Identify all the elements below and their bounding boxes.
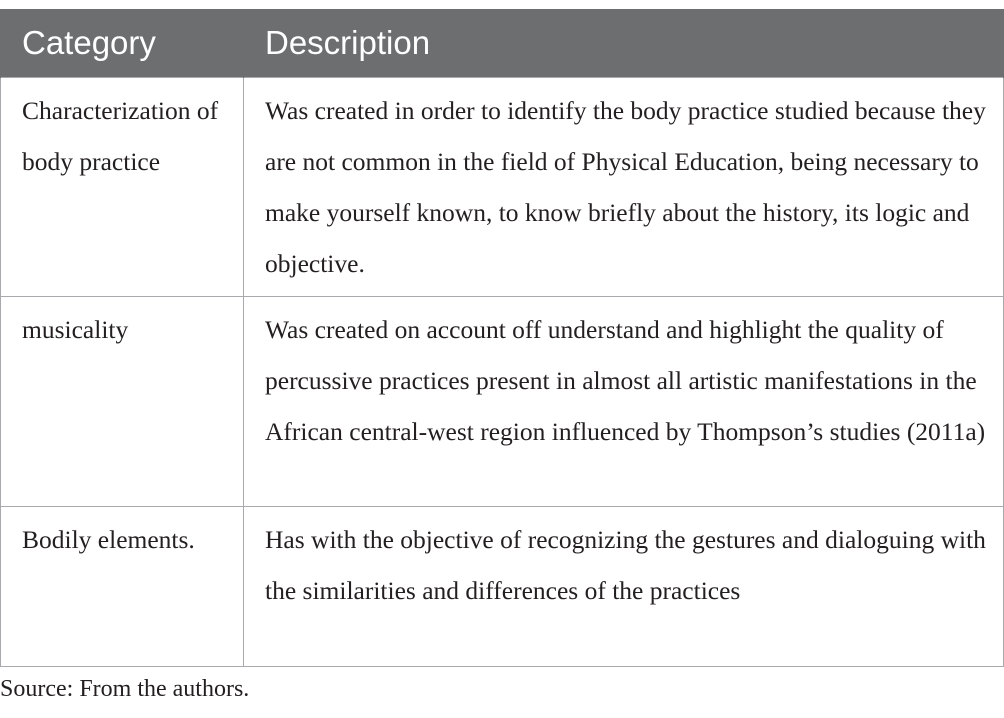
table-body: [1, 77, 1004, 666]
category-cell: Bodily elements.: [1, 506, 244, 666]
column-header-description: Description: [244, 9, 1004, 77]
table-header: [1, 9, 1004, 77]
description-cell: Was created on account off understand and highlight the quality of percussive practices present in almost all artistic manifestations in the African central-west region influenced by Thompson’s studies (2011a): [244, 296, 1004, 506]
source-note: Source: From the authors.: [0, 676, 250, 702]
table-row: [1, 506, 1004, 666]
category-table: [0, 9, 1004, 667]
table-row: [1, 296, 1004, 506]
column-header-category: Category: [1, 9, 244, 77]
category-cell: Characterization of body practice: [1, 77, 244, 296]
description-cell: Was created in order to identify the body practice studied because they are not common in the field of Physical Education, being necessary to make yourself known, to know briefly about the history, its logic and objective.: [244, 77, 1004, 296]
table-header-row: [1, 9, 1004, 77]
category-table-container: [0, 9, 1003, 667]
description-cell: Has with the objective of recognizing the gestures and dialoguing with the similarities and differences of the practices: [244, 506, 1004, 666]
category-cell: musicality: [1, 296, 244, 506]
table-row: [1, 77, 1004, 296]
